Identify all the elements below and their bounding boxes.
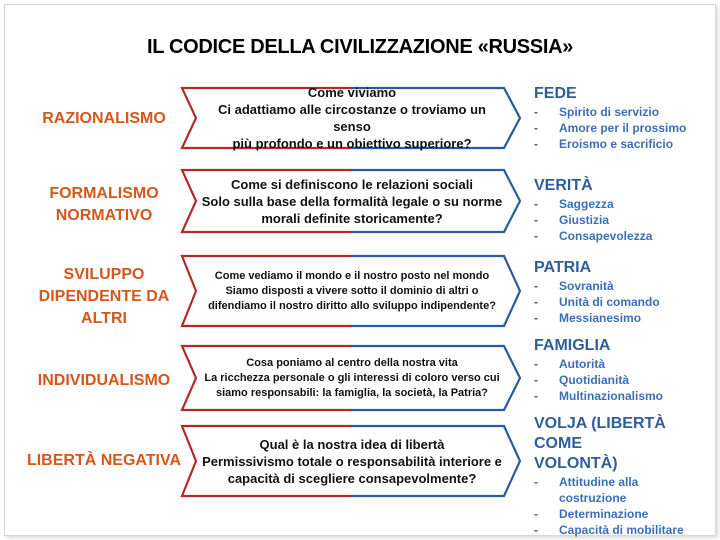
question-heading: Come viviamo — [307, 85, 397, 100]
slide-title: IL CODICE DELLA CIVILIZZAZIONE «RUSSIA» — [146, 36, 574, 58]
question-arrow-4 — [182, 346, 520, 410]
value-group-1 — [534, 84, 714, 152]
value-item — [534, 136, 714, 152]
question-arrow-5 — [182, 426, 520, 496]
value-item — [534, 522, 714, 538]
dash-bullet-icon: - — [534, 197, 538, 211]
value-item — [534, 278, 714, 294]
left-concept-line: DIPENDENTE DA — [38, 288, 170, 305]
dash-bullet-icon: - — [534, 523, 538, 537]
value-group-5 — [534, 414, 714, 538]
value-item — [534, 228, 714, 244]
dash-bullet-icon: - — [534, 229, 538, 243]
value-item — [534, 372, 714, 388]
dash-bullet-icon: - — [534, 279, 538, 293]
question-text — [198, 256, 506, 326]
question-line: più profondo e un obiettivo superiore? — [232, 136, 472, 151]
question-text — [198, 346, 506, 410]
value-title: VOLONTÀ) — [534, 455, 618, 472]
question-heading: Qual è la nostra idea di libertà — [259, 436, 445, 452]
left-concept-line: SVILUPPO — [63, 266, 145, 283]
question-line: Siamo disposti a vivere sotto il dominio di altri o — [225, 284, 479, 297]
value-item — [534, 474, 714, 506]
value-item — [534, 506, 714, 522]
question-line: Permissivismo totale o responsabilità interiore e — [202, 453, 502, 469]
left-concept-1 — [14, 108, 194, 130]
dash-bullet-icon: - — [534, 373, 538, 387]
dash-bullet-icon: - — [534, 311, 538, 325]
left-concept-line: RAZIONALISMO — [42, 110, 166, 127]
left-concept-2 — [14, 183, 194, 227]
value-title: VOLJA (LIBERTÀ COME — [534, 415, 666, 452]
value-item-text: Unità di comando — [559, 295, 660, 309]
question-line: Solo sulla base della formalità legale o su norme — [201, 193, 503, 209]
left-concept-line: INDIVIDUALISMO — [37, 372, 171, 389]
dash-bullet-icon: - — [534, 389, 538, 403]
question-arrow-2 — [182, 170, 520, 232]
question-arrow-3 — [182, 256, 520, 326]
left-concept-3 — [14, 264, 194, 330]
dash-bullet-icon: - — [534, 507, 538, 521]
question-text — [198, 426, 506, 496]
dash-bullet-icon: - — [534, 213, 538, 227]
value-item-text: Amore per il prossimo — [559, 121, 687, 135]
value-item — [534, 294, 714, 310]
value-item-text: Sovranità — [559, 279, 614, 293]
left-concept-line: FORMALISMO — [49, 185, 159, 202]
dash-bullet-icon: - — [534, 105, 538, 119]
value-group-4 — [534, 336, 714, 404]
value-item — [534, 310, 714, 326]
question-line: morali definite storicamente? — [261, 210, 443, 226]
value-title: FAMIGLIA — [534, 337, 611, 354]
value-item-text: Capacità di mobilitare — [559, 523, 684, 537]
value-item-text: costruzione — [559, 491, 627, 505]
left-concept-line: ALTRI — [81, 310, 127, 327]
value-item-text: Spirito di servizio — [559, 105, 660, 119]
question-text — [198, 85, 506, 151]
dash-bullet-icon: - — [534, 137, 538, 151]
value-title: PATRIA — [534, 259, 592, 276]
dash-bullet-icon: - — [534, 295, 538, 309]
value-group-2 — [534, 176, 714, 244]
value-item — [534, 356, 714, 372]
value-item-text: Determinazione — [559, 507, 649, 521]
dash-bullet-icon: - — [534, 357, 538, 371]
value-item-text: Eroismo e sacrificio — [559, 137, 674, 151]
dash-bullet-icon: - — [534, 121, 538, 135]
value-item — [534, 388, 714, 404]
left-concept-5 — [14, 450, 194, 472]
value-group-3 — [534, 258, 714, 326]
question-heading: Cosa poniamo al centro della nostra vita — [246, 356, 458, 369]
value-item-text: Attitudine alla — [559, 475, 639, 489]
value-item-text: Autorità — [559, 357, 605, 371]
question-line: La ricchezza personale o gli interessi di coloro verso cui — [204, 371, 500, 384]
value-title: VERITÀ — [534, 177, 593, 194]
value-item-text: Multinazionalismo — [559, 389, 664, 403]
question-heading: Come vediamo il mondo e il nostro posto nel mondo — [214, 269, 490, 282]
question-line: capacità di scegliere consapevolmente? — [227, 470, 477, 486]
value-item-text: Quotidianità — [559, 373, 629, 387]
value-item — [534, 104, 714, 120]
question-line: difendiamo il nostro diritto allo sviluppo indipendente? — [208, 299, 496, 312]
value-title: FEDE — [534, 85, 577, 102]
value-item-text: Messianesimo — [559, 311, 642, 325]
value-item-text: Consapevolezza — [559, 229, 653, 243]
left-concept-4 — [14, 370, 194, 392]
value-item — [534, 212, 714, 228]
value-item-text: Saggezza — [559, 197, 614, 211]
left-concept-line: LIBERTÀ NEGATIVA — [26, 452, 182, 469]
question-text — [198, 170, 506, 232]
question-arrow-1 — [182, 85, 520, 151]
left-concept-line: NORMATIVO — [55, 207, 153, 224]
question-heading: Come si definiscono le relazioni sociali — [230, 176, 473, 192]
dash-bullet-icon: - — [534, 475, 538, 489]
value-item-text: Giustizia — [559, 213, 610, 227]
value-item — [534, 120, 714, 136]
question-line: siamo responsabili: la famiglia, la società, la Patria? — [215, 386, 489, 399]
value-item — [534, 196, 714, 212]
question-line: Ci adattiamo alle circostanze o troviamo un senso — [217, 102, 486, 134]
